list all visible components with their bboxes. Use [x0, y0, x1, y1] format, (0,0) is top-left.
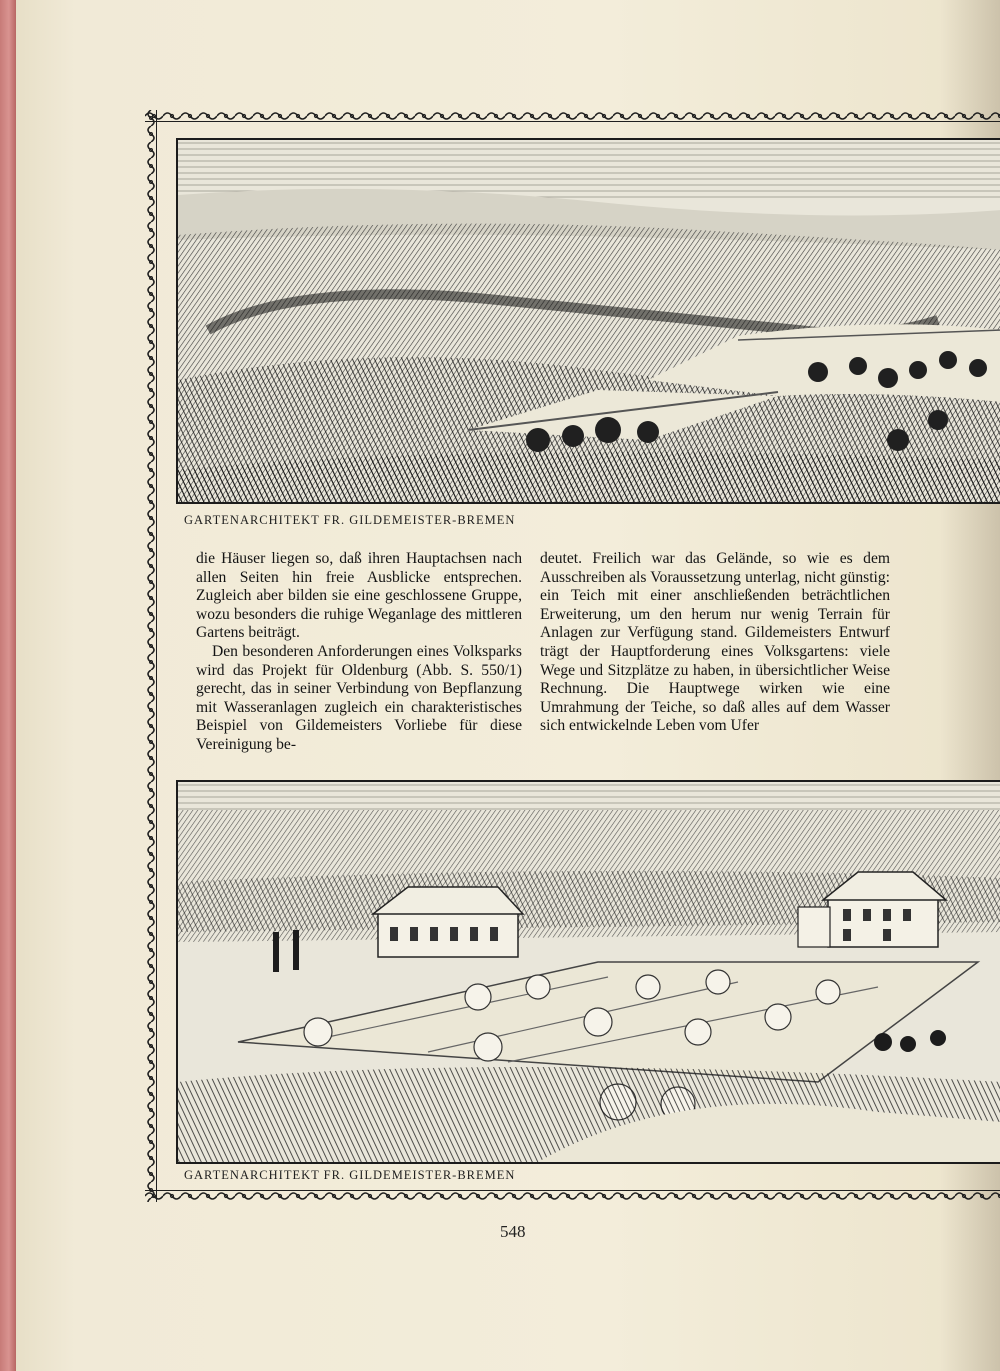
book-edge: [0, 0, 16, 1371]
ornamental-border-left: [145, 110, 157, 1202]
plate-caption-2: GARTENARCHITEKT FR. GILDEMEISTER-BREMEN: [184, 1168, 516, 1182]
plate-caption-1: GARTENARCHITEKT FR. GILDEMEISTER-BREMEN: [184, 513, 516, 527]
illustration-villa-garden: [176, 780, 1000, 1164]
text-column-right: [540, 550, 890, 736]
ornamental-border-bottom: [145, 1190, 1000, 1202]
page-number: 548: [500, 1222, 526, 1241]
villa-left: [373, 887, 523, 957]
text-column-left: [196, 550, 522, 755]
paragraph: Den besonderen Anforderungen eines Volksparks wird das Projekt für Oldenburg (Abb. S. 550/1) gerecht, das in seiner Verbindung von Bepflanzung mit Wasseranlagen zugleich ein charakteristisches Beispiel von Gildemeisters Vorliebe für diese Vereinigung be-: [196, 642, 522, 753]
paragraph: deutet. Freilich war das Gelände, so wie es dem Ausschreiben als Voraussetzung unterlag, nicht günstig: ein Teich mit einer anschließenden beträchtlichen Erweiterung, um den herum nur wenig Terrain für Anlagen zur Verfügung stand. Gildemeisters Entwurf trägt der Hauptforderung eines Volksgartens: viele Wege und Sitzplätze zu haben, in übersichtlicher Weise Rechnung. Die Hauptwege wirken wie eine Umrahmung der Teiche, so daß alles auf dem Wasser sich entwickelnde Leben vom Ufer: [540, 550, 890, 735]
paragraph: die Häuser liegen so, daß ihren Hauptachsen nach allen Seiten hin freie Ausblicke entsprechen. Zugleich aber bilden sie eine geschlossene Gruppe, wozu besonders die ruhige Weganlage des mittleren Gartens beiträgt.: [196, 550, 522, 642]
ornamental-border-top: [145, 110, 1000, 122]
illustration-park-aerial: [176, 138, 1000, 504]
